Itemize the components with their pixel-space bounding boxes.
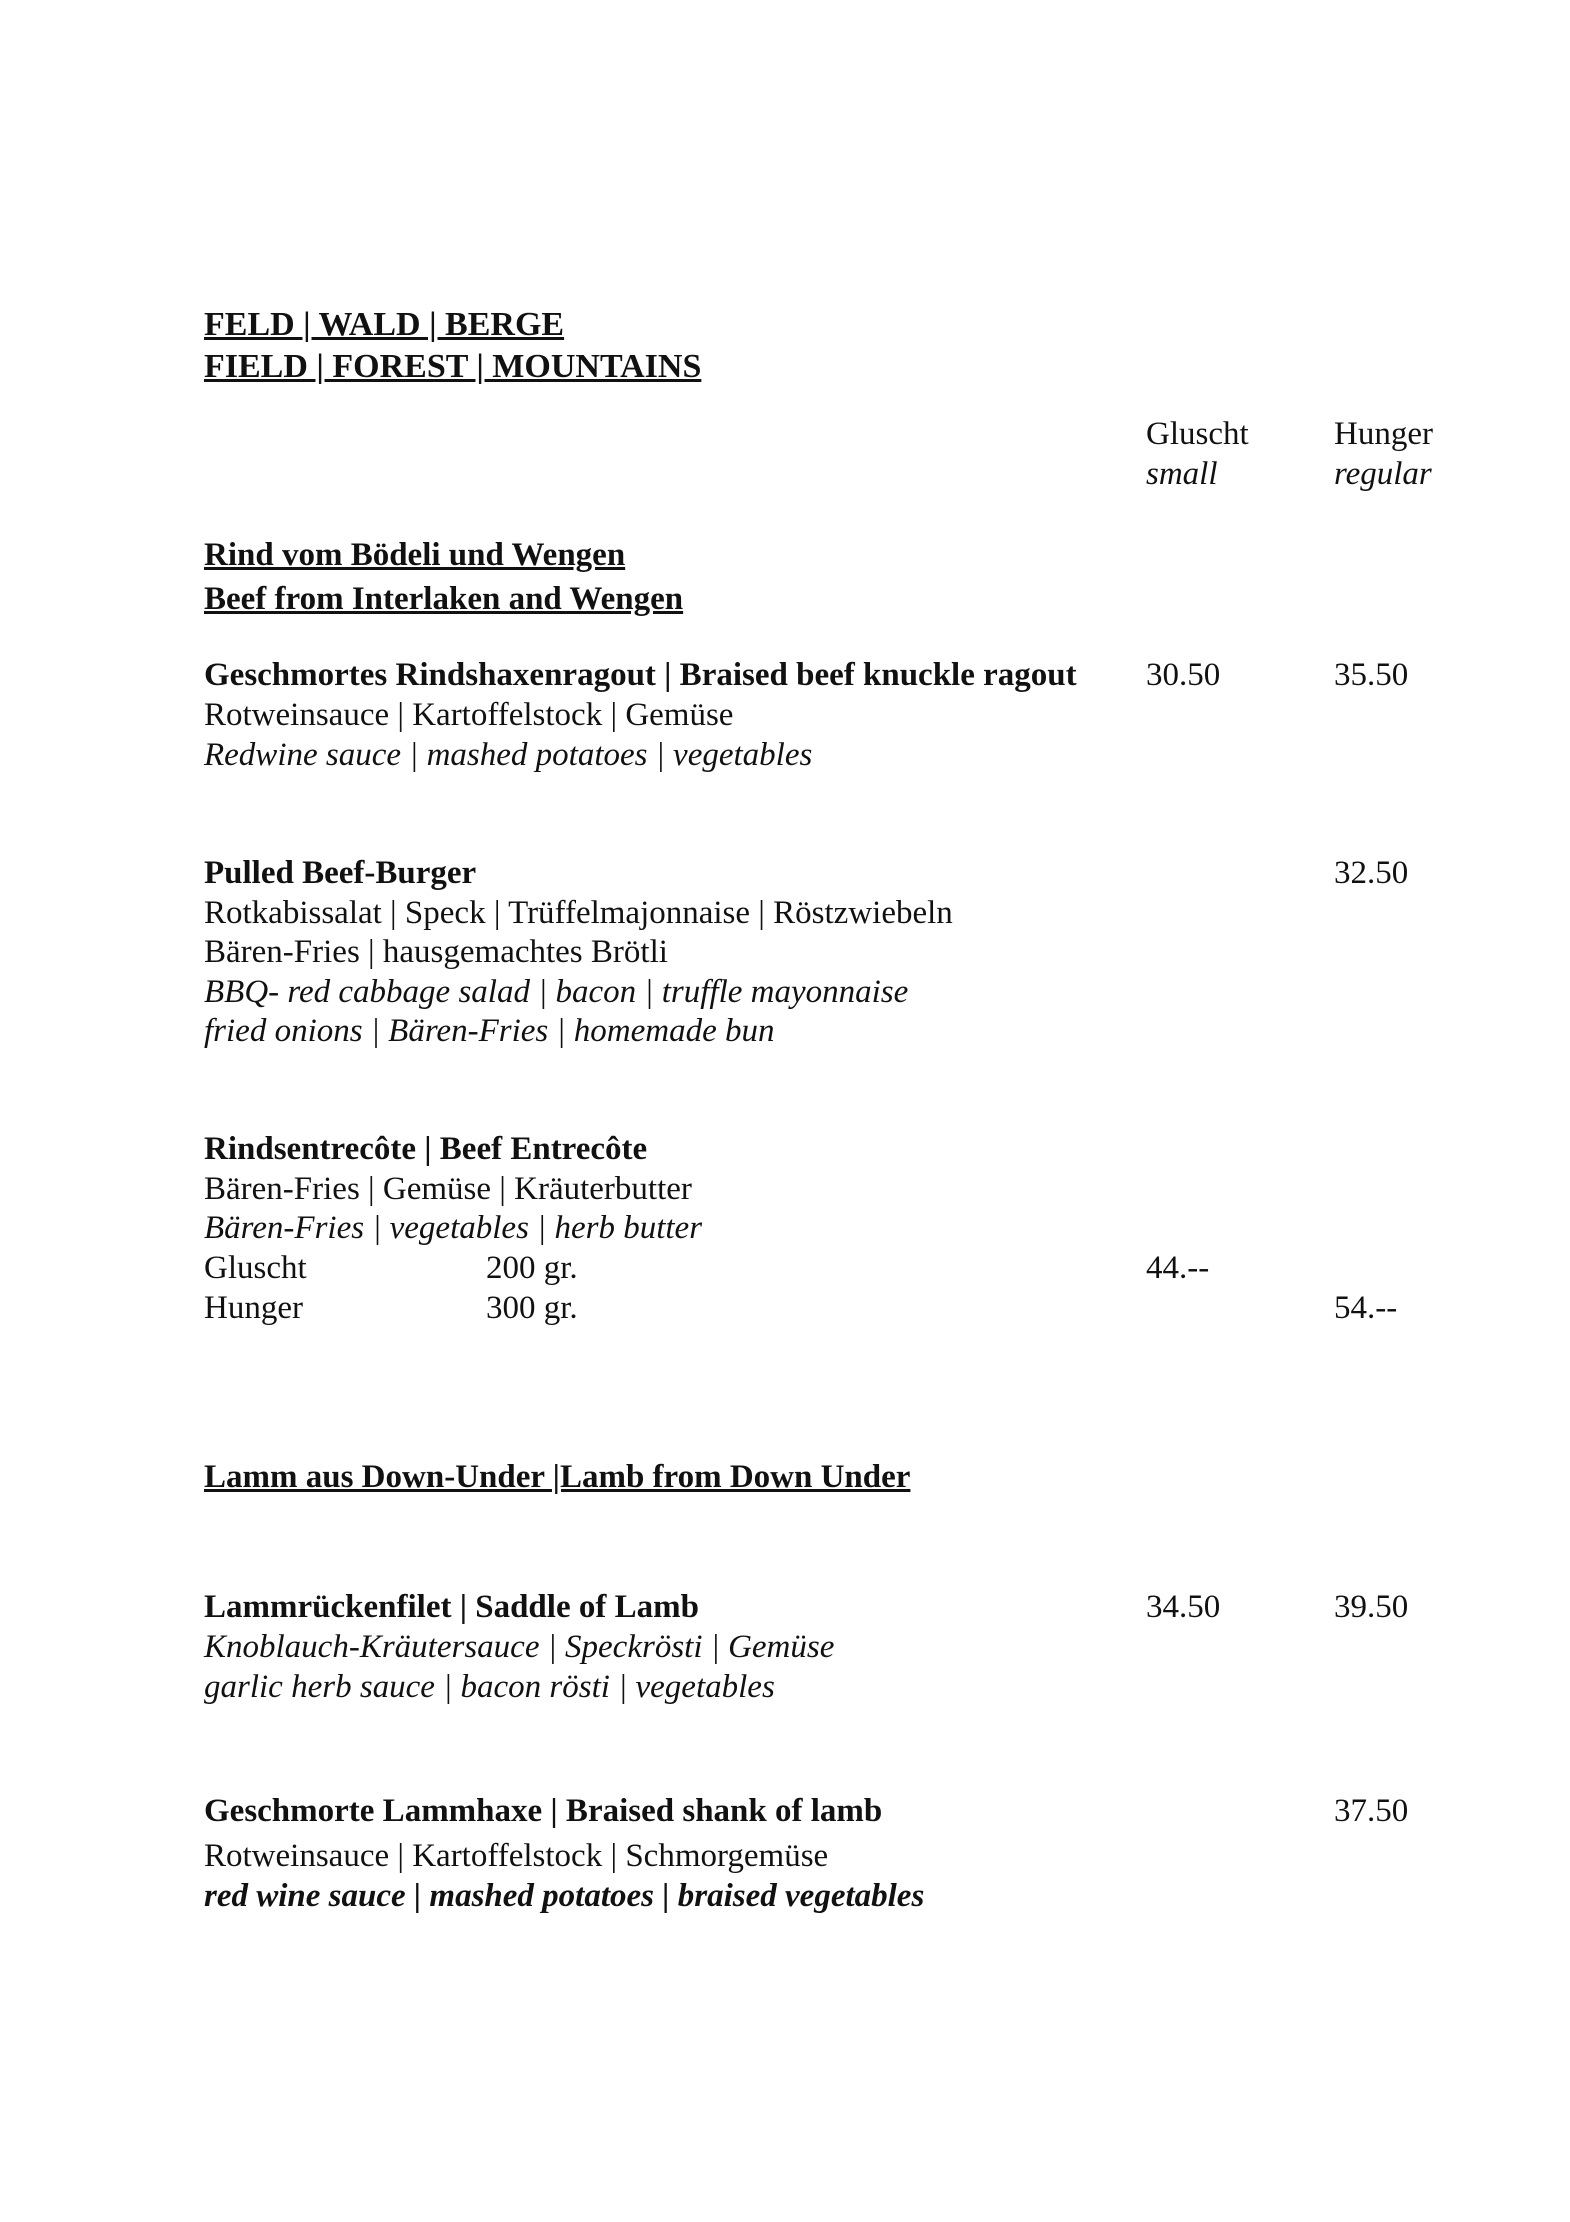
price-small: 34.50 [1146,1589,1221,1625]
price-small: 44.-- [1146,1250,1210,1286]
menu-item-name: Geschmorte Lammhaxe | Braised shank of lamb [204,1793,883,1829]
menu-item-desc-en: red wine sauce | mashed potatoes | braised vegetables [204,1878,925,1914]
menu-item-desc-de: Bären-Fries | Gemüse | Kräuterbutter [204,1171,692,1207]
size-header-regular-de: Hunger [1334,416,1433,452]
menu-title-de: FELD | WALD | BERGE [204,306,565,343]
portion-weight-regular: 300 gr. [486,1290,578,1326]
menu-item-desc-en: Bären-Fries | vegetables | herb butter [204,1210,703,1246]
menu-item-desc-de: Bären-Fries | hausgemachtes Brötli [204,934,668,970]
portion-label-small: Gluscht [204,1250,307,1286]
size-header-regular-en: regular [1334,456,1432,492]
menu-item-desc-de: Rotweinsauce | Kartoffelstock | Gemüse [204,697,734,733]
price-regular: 39.50 [1334,1589,1409,1625]
size-header-small-en: small [1146,456,1218,492]
menu-item-desc-de: Knoblauch-Kräutersauce | Speckrösti | Gemüse [204,1629,835,1665]
menu-item-desc-en: garlic herb sauce | bacon rösti | vegetables [204,1669,775,1705]
menu-item-desc-en: fried onions | Bären-Fries | homemade bun [204,1013,775,1049]
menu-item-desc-en: Redwine sauce | mashed potatoes | vegetables [204,737,813,773]
price-regular: 37.50 [1334,1793,1409,1829]
size-header-small-de: Gluscht [1146,416,1249,452]
price-regular: 35.50 [1334,657,1409,693]
section-heading-lamb: Lamm aus Down-Under |Lamb from Down Under [204,1459,911,1495]
menu-item-desc-en: BBQ- red cabbage salad | bacon | truffle mayonnaise [204,974,909,1010]
menu-item-desc-de: Rotkabissalat | Speck | Trüffelmajonnaise | Röstzwiebeln [204,895,953,931]
price-small: 30.50 [1146,657,1221,693]
menu-item-name: Geschmortes Rindshaxenragout | Braised beef knuckle ragout [204,657,1077,693]
menu-item-name: Rindsentrecôte | Beef Entrecôte [204,1131,648,1167]
price-regular: 32.50 [1334,855,1409,891]
section-heading-beef-de: Rind vom Bödeli und Wengen [204,537,626,573]
menu-item-desc-de: Rotweinsauce | Kartoffelstock | Schmorgemüse [204,1838,829,1874]
section-heading-beef-en: Beef from Interlaken and Wengen [204,581,684,617]
menu-item-name: Lammrückenfilet | Saddle of Lamb [204,1589,699,1625]
menu-title-en: FIELD | FOREST | MOUNTAINS [204,348,702,385]
portion-weight-small: 200 gr. [486,1250,578,1286]
menu-item-name: Pulled Beef-Burger [204,855,477,891]
portion-label-regular: Hunger [204,1290,303,1326]
price-regular: 54.-- [1334,1290,1398,1326]
